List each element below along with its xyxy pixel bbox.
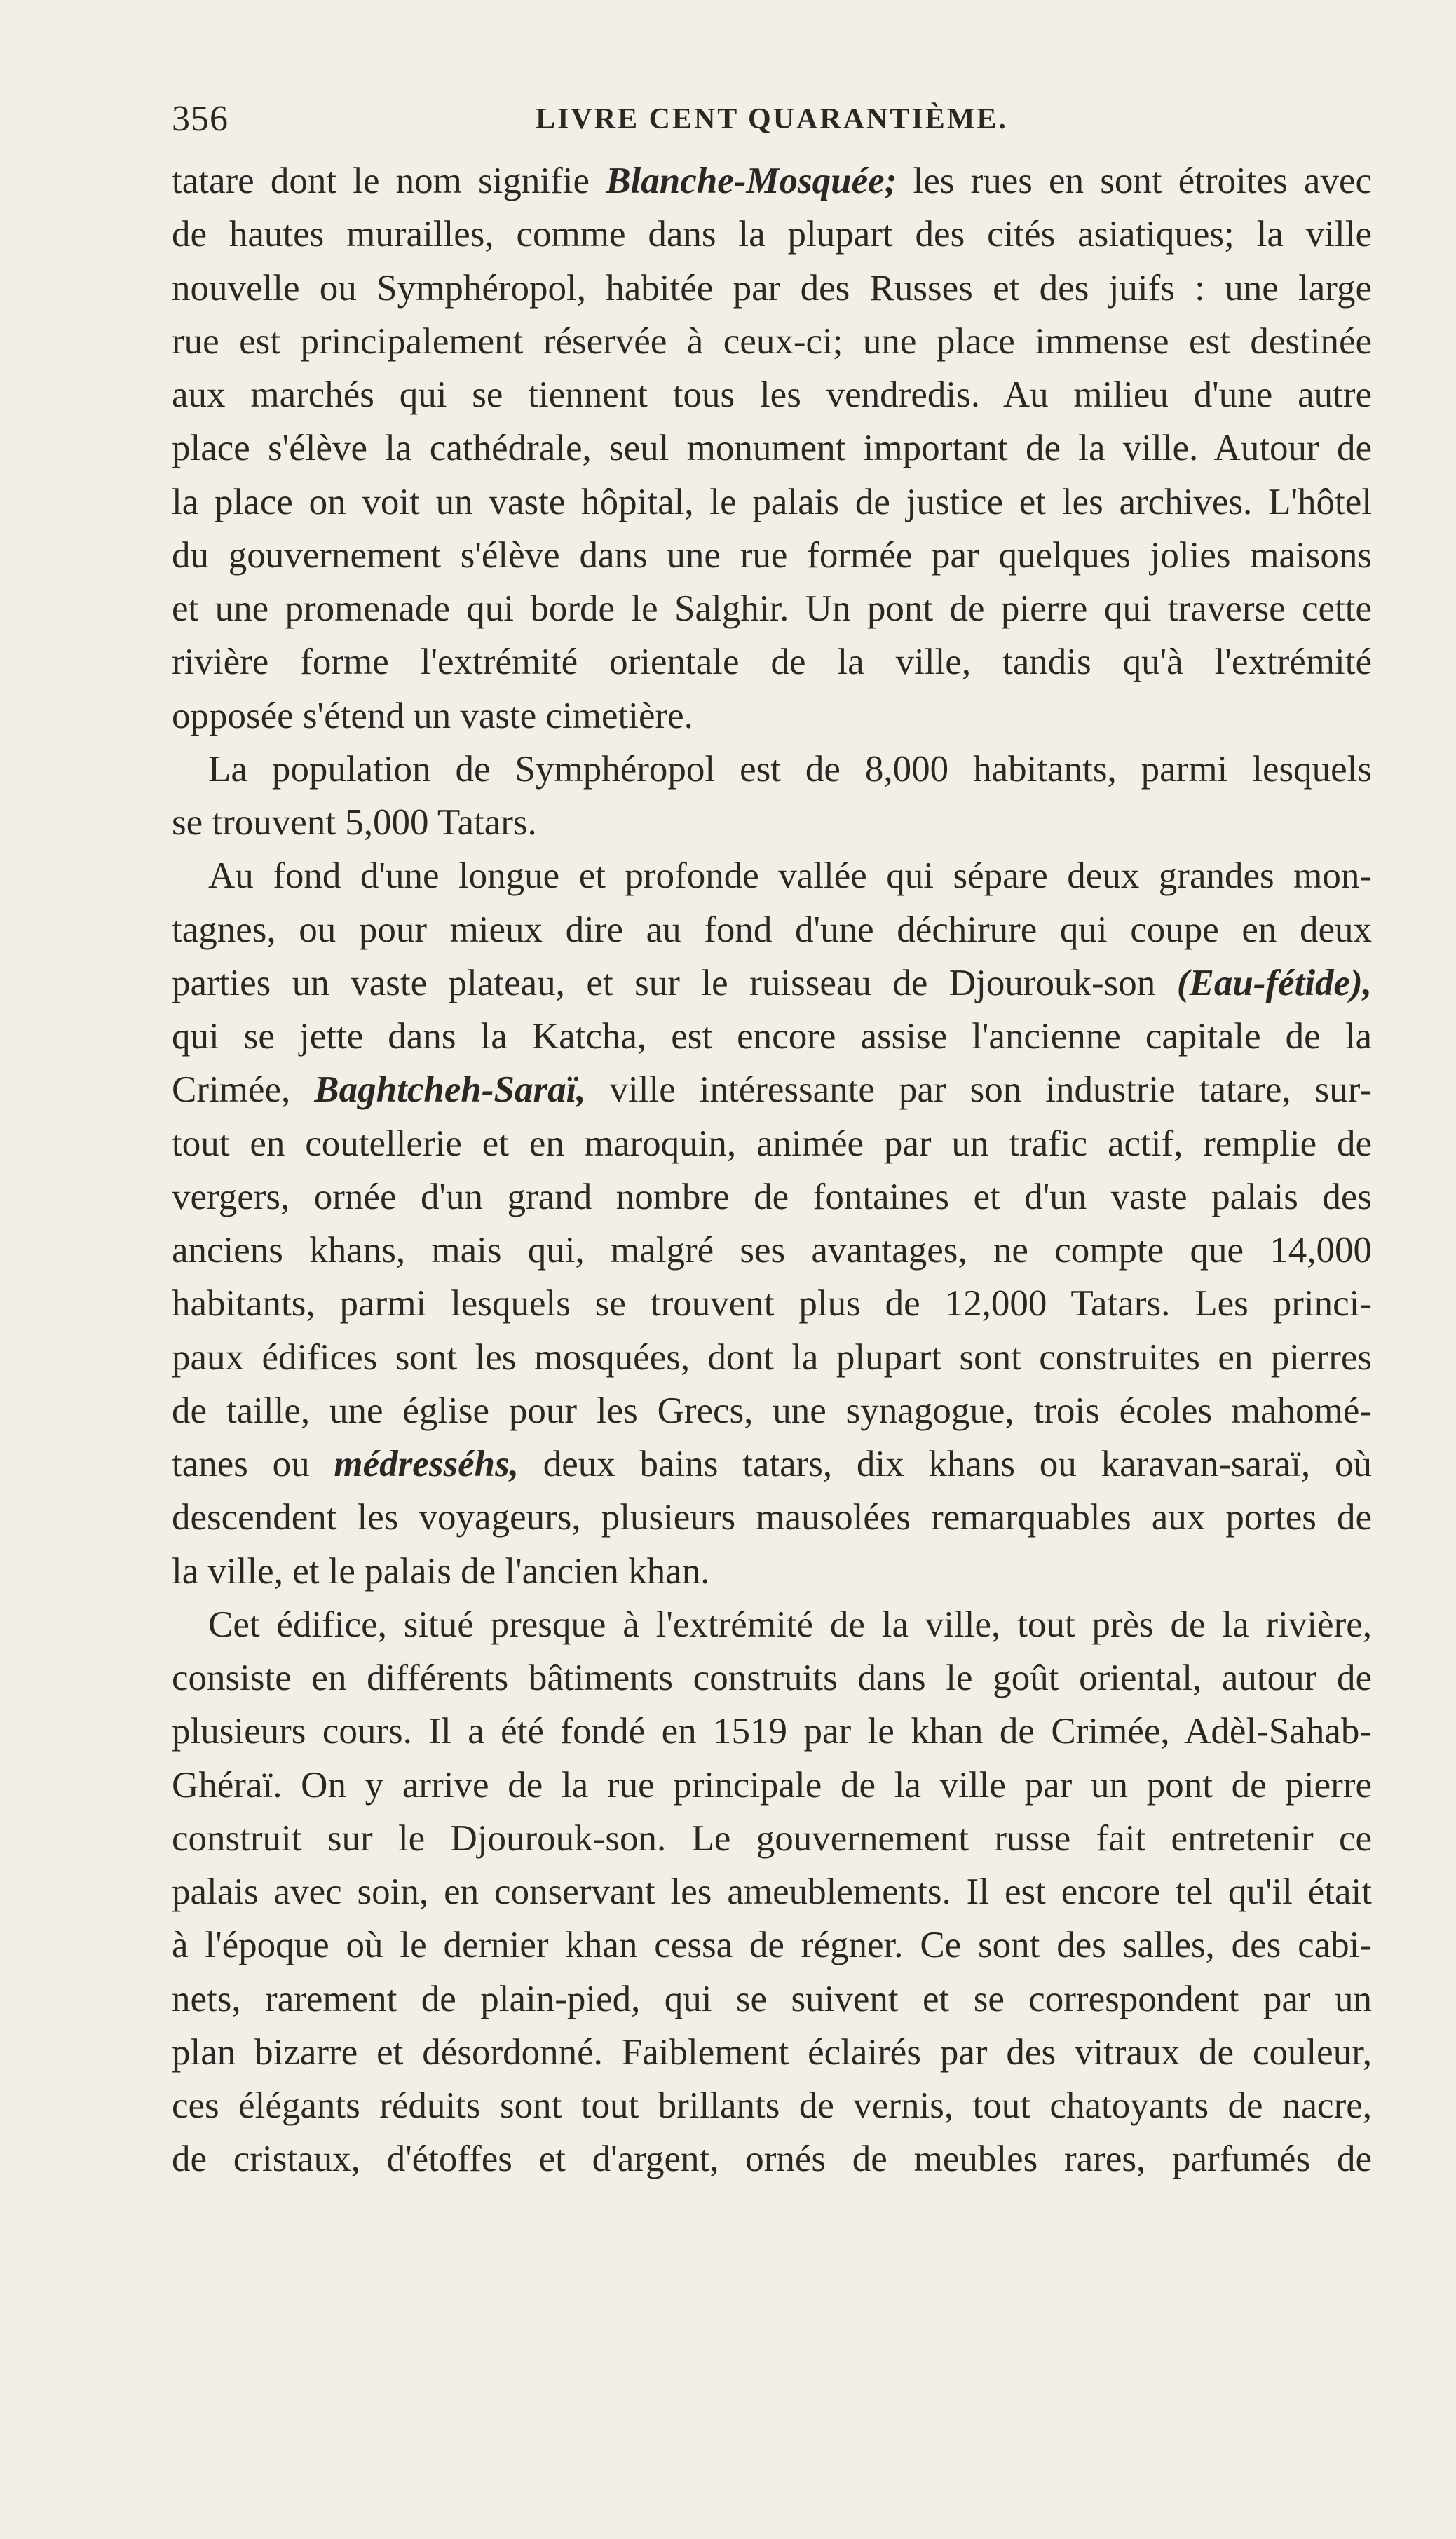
text-line: [172, 475, 1372, 529]
text-run: nouvelle ou Symphéropol, habitée par des Russes et des juifs : une large: [172, 267, 1372, 309]
text-line: [172, 1812, 1372, 1865]
paragraph: [172, 154, 1372, 743]
body-text: [172, 154, 1372, 2186]
text-line: [172, 1063, 1372, 1116]
text-line: [172, 1010, 1372, 1063]
text-run: opposée s'étend un vaste cimetière.: [172, 695, 693, 736]
text-run: les rues en sont étroites avec: [897, 161, 1372, 201]
text-line: [172, 315, 1372, 368]
text-run: plan bizarre et désordonné. Faiblement éclairés par des vitraux de couleur,: [172, 2031, 1372, 2073]
text-run: vergers, ornée d'un grand nombre de fontaines et d'un vaste palais des: [172, 1176, 1372, 1217]
text-run: ville intéressante par son industrie tatare, sur-: [585, 1069, 1372, 1111]
text-line: [172, 1437, 1372, 1491]
text-run: aux marchés qui se tiennent tous les vendredis. Au milieu d'une autre: [172, 374, 1372, 415]
text-run: plusieurs cours. Il a été fondé en 1519 par le khan de Crimée, Adèl-Sahab-: [172, 1711, 1372, 1752]
text-run: et une promenade qui borde le Salghir. Un pont de pierre qui traverse cette: [172, 588, 1372, 629]
text-run: consiste en différents bâtiments construits dans le goût oriental, autour de: [172, 1658, 1372, 1698]
text-run: tagnes, ou pour mieux dire au fond d'une déchirure qui coupe en deux: [172, 909, 1372, 950]
paragraph: [172, 743, 1372, 850]
text-run: ces élégants réduits sont tout brillants de vernis, tout chatoyants de nacre,: [172, 2085, 1372, 2126]
text-run: construit sur le Djourouk-son. Le gouvernement russe fait entretenir ce: [172, 1817, 1372, 1859]
text-line: [172, 2026, 1372, 2079]
text-line: [172, 743, 1372, 796]
text-run: Cet édifice, situé presque à l'extrémité de la ville, tout près de la rivière,: [208, 1604, 1372, 1645]
text-line: [172, 903, 1372, 956]
text-line: [172, 849, 1372, 902]
text-run: de cristaux, d'étoffes et d'argent, ornés de meubles rares, parfumés de: [172, 2139, 1372, 2180]
text-line: [172, 208, 1372, 261]
text-run: Ghéraï. On y arrive de la rue principale de la ville par un pont de pierre: [172, 1764, 1372, 1806]
text-line: [172, 368, 1372, 421]
text-line: [172, 1170, 1372, 1224]
text-run: nets, rarement de plain-pied, qui se suivent et se correspondent par un: [172, 1978, 1372, 2019]
text-run: parties un vaste plateau, et sur le ruisseau de Djourouk-son: [172, 962, 1177, 1003]
text-line: [172, 1918, 1372, 1972]
text-line: [172, 2079, 1372, 2132]
text-run: descendent les voyageurs, plusieurs mausolées remarquables aux portes de: [172, 1497, 1372, 1538]
text-run: place s'élève la cathédrale, seul monument important de la ville. Autour de: [172, 428, 1372, 469]
text-run: La population de Symphéropol est de 8,000 habitants, parmi lesquels: [208, 748, 1372, 790]
text-run: Crimée,: [172, 1069, 315, 1111]
page-header: [172, 98, 1372, 147]
running-title: LIVRE CENT QUARANTIÈME.: [536, 103, 1008, 135]
text-line: [172, 582, 1372, 635]
text-run: paux édifices sont les mosquées, dont la plupart sont construites en pierres: [172, 1336, 1372, 1378]
italic-term: Blanche-Mosquée;: [606, 161, 897, 201]
text-line: [172, 1705, 1372, 1758]
paragraph: [172, 849, 1372, 1598]
text-run: se trouvent 5,000 Tatars.: [172, 802, 537, 843]
text-line: [172, 1224, 1372, 1277]
italic-term: Baghtcheh-Saraï,: [314, 1069, 586, 1111]
text-run: du gouvernement s'élève dans une rue formée par quelques jolies maisons: [172, 534, 1372, 576]
text-run: à l'époque où le dernier khan cessa de régner. Ce sont des salles, des cabi-: [172, 1925, 1372, 1966]
italic-term: médresséhs,: [334, 1444, 519, 1484]
text-line: [172, 689, 1372, 743]
text-line: [172, 262, 1372, 315]
text-run: de hautes murailles, comme dans la plupart des cités asiatiques; la ville: [172, 214, 1372, 255]
page-number: 356: [172, 99, 229, 139]
text-run: de taille, une église pour les Grecs, une synagogue, trois écoles mahomé-: [172, 1390, 1372, 1431]
text-run: palais avec soin, en conservant les ameublements. Il est encore tel qu'il était: [172, 1871, 1372, 1912]
text-line: [172, 421, 1372, 475]
text-line: [172, 1598, 1372, 1651]
text-run: deux bains tatars, dix khans ou karavan-saraï, où: [518, 1444, 1372, 1484]
text-line: [172, 1277, 1372, 1330]
text-run: rivière forme l'extrémité orientale de la ville, tandis qu'à l'extrémité: [172, 642, 1372, 683]
italic-term: (Eau-fétide),: [1176, 962, 1372, 1003]
paragraph: [172, 1598, 1372, 2186]
text-line: [172, 1651, 1372, 1705]
text-run: qui se jette dans la Katcha, est encore assise l'ancienne capitale de la: [172, 1016, 1372, 1057]
text-line: [172, 1331, 1372, 1384]
text-run: tatare dont le nom signifie: [172, 161, 606, 201]
text-line: [172, 1759, 1372, 1812]
text-run: la place on voit un vaste hôpital, le palais de justice et les archives. L'hôtel: [172, 481, 1372, 522]
text-line: [172, 1865, 1372, 1918]
text-line: [172, 1972, 1372, 2026]
text-line: [172, 956, 1372, 1010]
text-run: rue est principalement réservée à ceux-ci; une place immense est destinée: [172, 320, 1372, 362]
text-run: tout en coutellerie et en maroquin, animée par un trafic actif, remplie de: [172, 1123, 1372, 1164]
text-line: [172, 1545, 1372, 1598]
text-line: [172, 2132, 1372, 2186]
text-line: [172, 154, 1372, 208]
text-run: la ville, et le palais de l'ancien khan.: [172, 1550, 710, 1592]
text-line: [172, 1117, 1372, 1170]
text-run: Au fond d'une longue et profonde vallée qui sépare deux grandes mon-: [208, 855, 1372, 897]
text-line: [172, 1491, 1372, 1544]
text-line: [172, 635, 1372, 689]
text-line: [172, 796, 1372, 849]
text-line: [172, 529, 1372, 582]
text-run: anciens khans, mais qui, malgré ses avantages, ne compte que 14,000: [172, 1230, 1372, 1271]
text-run: habitants, parmi lesquels se trouvent plus de 12,000 Tatars. Les princi-: [172, 1283, 1372, 1325]
text-line: [172, 1384, 1372, 1437]
text-run: tanes ou: [172, 1444, 334, 1484]
